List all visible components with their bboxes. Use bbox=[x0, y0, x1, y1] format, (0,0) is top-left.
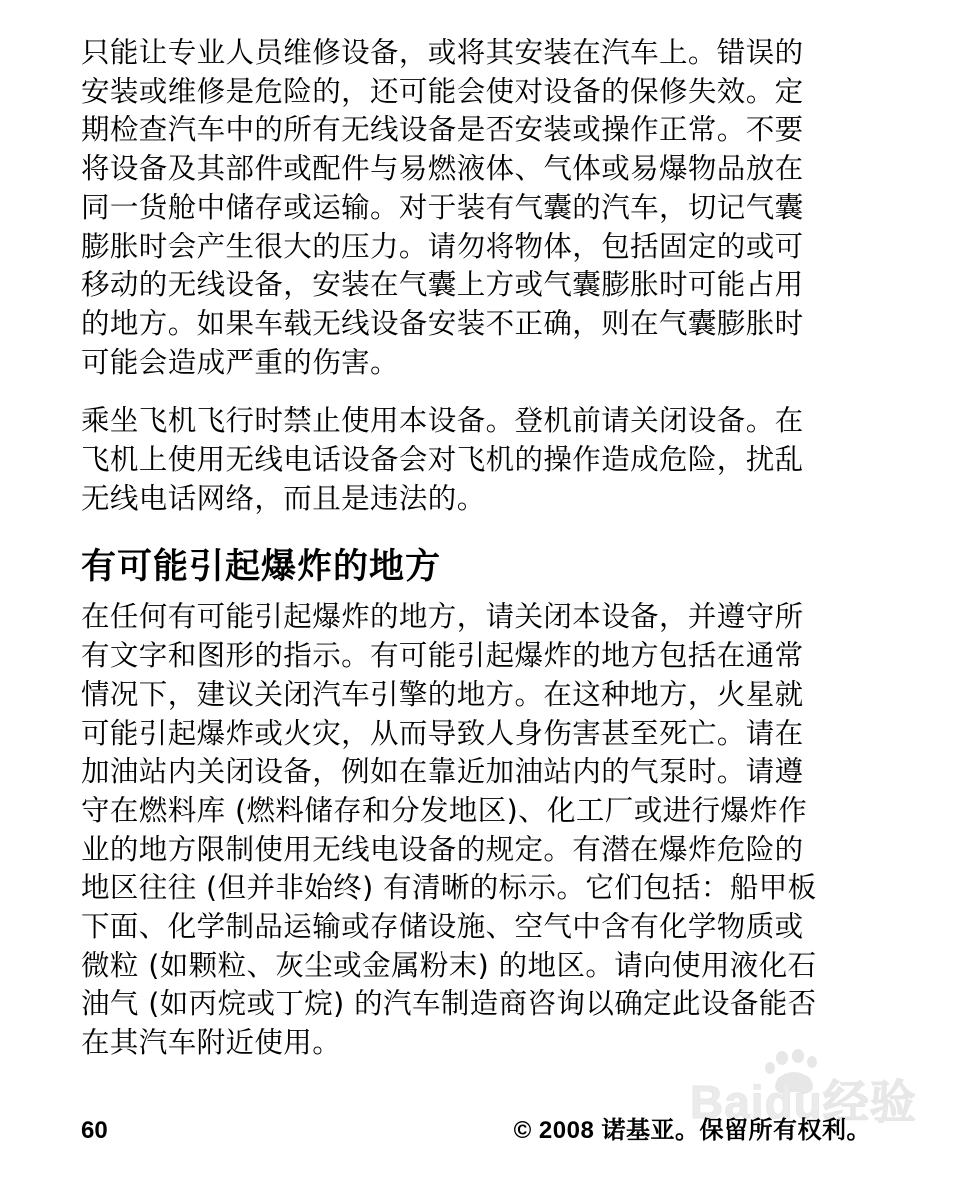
paragraph-installation bbox=[81, 34, 881, 382]
watermark-text: Baidu经验 bbox=[690, 1076, 917, 1128]
text-line: 安装或维修是危险的，还可能会使对设备的保修失效。定 bbox=[81, 74, 804, 108]
text-line: 飞机上使用无线电话设备会对飞机的操作造成危险，扰乱 bbox=[81, 443, 804, 477]
text-line: 微粒 (如颗粒、灰尘或金属粉末) 的地区。请向使用液化石 bbox=[81, 948, 817, 982]
text-line: 下面、化学制品运输或存储设施、空气中含有化学物质或 bbox=[81, 910, 804, 944]
text-line: 有文字和图形的指示。有可能引起爆炸的地方包括在通常 bbox=[81, 639, 804, 673]
text-line: 只能让专业人员维修设备，或将其安装在汽车上。错误的 bbox=[81, 36, 804, 69]
text-line: 可能会造成严重的伤害。 bbox=[81, 345, 399, 379]
paragraph-aircraft bbox=[81, 402, 881, 518]
text-line: 情况下，建议关闭汽车引擎的地方。在这种地方，火星就 bbox=[81, 677, 804, 711]
text-line: 无线电话网络，而且是违法的。 bbox=[81, 481, 486, 515]
paragraph-explosion bbox=[81, 598, 881, 1062]
page-body bbox=[81, 34, 881, 1063]
text-line: 膨胀时会产生很大的压力。请勿将物体，包括固定的或可 bbox=[81, 229, 804, 263]
text-line: 业的地方限制使用无线电设备的规定。有潜在爆炸危险的 bbox=[81, 832, 804, 866]
text-line: 油气 (如丙烷或丁烷) 的汽车制造商咨询以确定此设备能否 bbox=[81, 987, 817, 1021]
text-line: 在任何有可能引起爆炸的地方，请关闭本设备，并遵守所 bbox=[81, 600, 804, 634]
text-line: 同一货舱中储存或运输。对于装有气囊的汽车，切记气囊 bbox=[81, 190, 804, 224]
copyright-notice: © 2008 诺基亚。保留所有权利。 bbox=[513, 1117, 871, 1144]
text-line: 乘坐飞机飞行时禁止使用本设备。登机前请关闭设备。在 bbox=[81, 404, 804, 438]
section-heading: 有可能引起爆炸的地方 bbox=[81, 547, 442, 588]
text-line: 可能引起爆炸或火灾，从而导致人身伤害甚至死亡。请在 bbox=[81, 716, 804, 750]
text-line: 移动的无线设备，安装在气囊上方或气囊膨胀时可能占用 bbox=[81, 268, 804, 302]
text-line: 的地方。如果车载无线设备安装不正确，则在气囊膨胀时 bbox=[81, 306, 804, 340]
text-line: 期检查汽车中的所有无线设备是否安装或操作正常。不要 bbox=[81, 113, 804, 147]
text-line: 地区往往 (但并非始终) 有清晰的标示。它们包括：船甲板 bbox=[81, 871, 817, 905]
page-footer bbox=[81, 1113, 881, 1149]
page-number: 60 bbox=[81, 1117, 108, 1144]
text-line: 在其汽车附近使用。 bbox=[81, 1026, 342, 1060]
text-line: 守在燃料库 (燃料储存和分发地区)、化工厂或进行爆炸作 bbox=[81, 793, 808, 827]
text-line: 将设备及其部件或配件与易燃液体、气体或易爆物品放在 bbox=[81, 152, 804, 186]
text-line: 加油站内关闭设备，例如在靠近加油站内的气泵时。请遵 bbox=[81, 755, 804, 789]
